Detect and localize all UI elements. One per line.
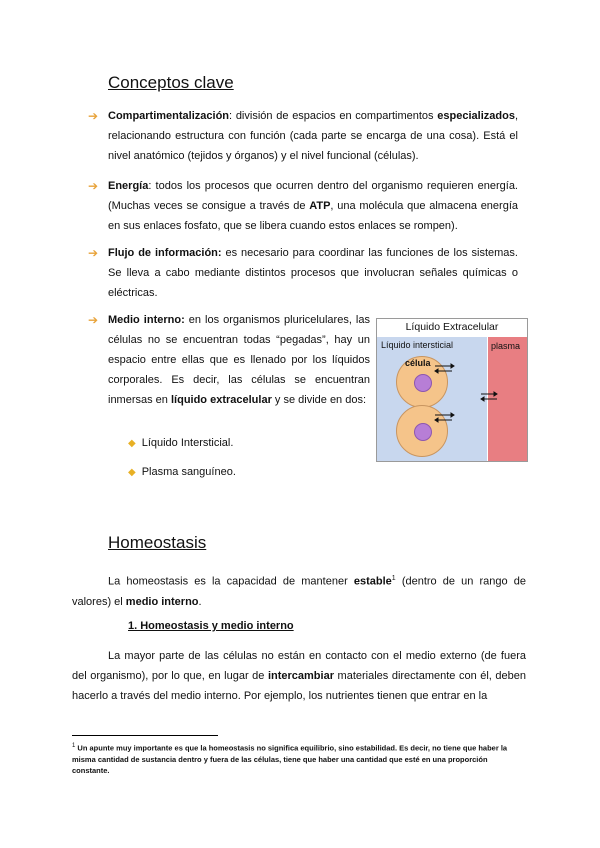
section-title-homeostasis: Homeostasis [108, 533, 207, 552]
subitem-plasma: ◆ Plasma sanguíneo. [128, 466, 236, 478]
figure-title: Líquido Extracelular [405, 321, 499, 333]
homeostasis-paragraph: La mayor parte de las células no están en contacto con el medio externo (de fuera del organismo), por lo que, en lugar de intercambiar materiales directamente con él, deben hacerlo a través del medio interno. Por ejemplo, los nutrientes tienen que entrar en la [72, 650, 526, 702]
exchange-arrows-icon [377, 319, 527, 461]
subitem-liquido-intersticial: ◆ Líquido Intersticial. [128, 437, 234, 449]
arrow-right-icon: ➔ [88, 246, 99, 260]
footnote: $^1$ Un apunte muy importante es que la homeostasis no significa equilibrio, sino estabilidad. Es decir, no tiene que haber la misma cantidad de sustancia dentro y fuera de las células, tiene que haber una cantidad que esté en una proporción constante. [72, 743, 508, 775]
bullet-text: Energía: todos los procesos que ocurren dentro del organismo requieren energía. (Muchas veces se consigue a través de ATP, una molécula que almacena energía en sus enlaces fosfato, que se libera cuando estos enlaces se rompen). [108, 180, 519, 232]
bullet-text: Flujo de información: es necesario para coordinar las funciones de los sistemas. Se lleva a cabo mediante distintos procesos que involucran señales químicas o eléctricas. [108, 247, 518, 299]
diamond-icon: ◆ [128, 467, 136, 478]
interstitial-label: Líquido intersticial [381, 340, 454, 350]
bullet-text: Medio interno: en los organismos pluricelulares, las células no se encuentran todas “pegadas”, hay un espacio entre ellas que es llenado por los líquidos corporales. Es decir, las células se encuentran inmersas en líquido extracelular y se divide en dos: [108, 314, 370, 406]
arrow-right-icon: ➔ [88, 179, 99, 193]
arrow-right-icon: ➔ [88, 109, 99, 123]
cell-label: célula [405, 358, 431, 368]
arrow-right-icon: ➔ [88, 313, 99, 327]
plasma-label: plasma [491, 341, 521, 351]
bullet-text: Compartimentalización: división de espacios en compartimentos especializados, relacionando estructura con función (cada parte se encarga de una cosa). Está el nivel anatómico (tejidos y órganos) y el nivel funcional (células). [108, 110, 518, 162]
bullet-medio-interno [88, 310, 370, 410]
bullet-flujo-informacion [88, 243, 518, 303]
bullet-compartimentalizacion [88, 106, 518, 166]
section-title-conceptos: Conceptos clave [108, 73, 234, 92]
subheading-homeostasis-medio: 1. Homeostasis y medio interno [128, 620, 294, 632]
homeostasis-intro: La homeostasis es la capacidad de mantener estable$^1$ (dentro de un rango de valores) el medio interno. [72, 575, 526, 608]
footnote-divider [72, 735, 218, 736]
diamond-icon: ◆ [128, 438, 136, 449]
bullet-energia [88, 176, 518, 236]
extracellular-fluid-figure [376, 318, 528, 462]
